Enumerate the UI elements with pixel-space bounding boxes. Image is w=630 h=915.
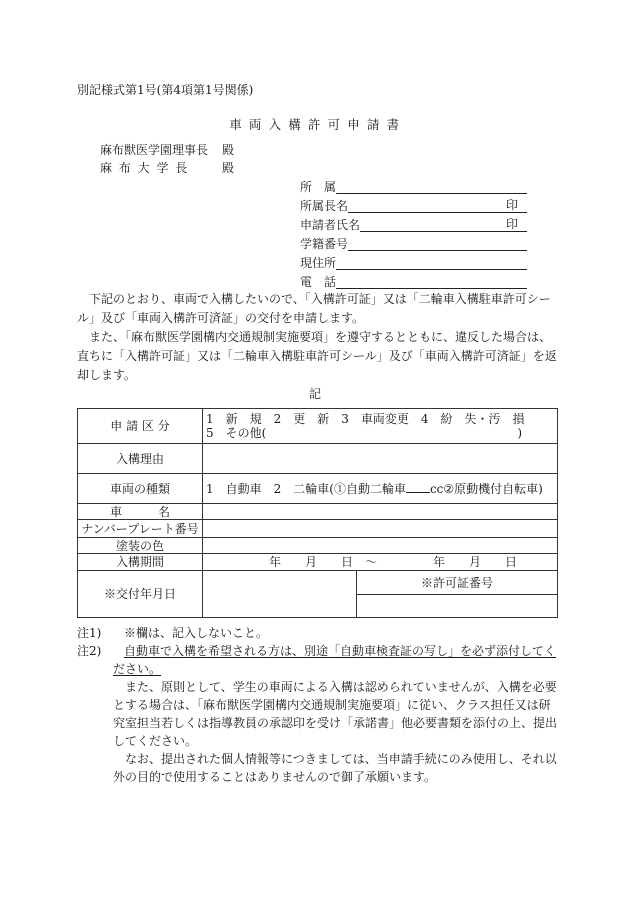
field-phone-blank [336,274,527,289]
field-phone [300,270,527,289]
applicant-fields [300,175,527,289]
issue-date-blank [203,571,357,618]
field-supervisor-name-label: 所属長名 [300,199,349,213]
reason-label: 入構理由 [78,444,203,474]
category-options: 1 新 規 2 更 新 3 車両変更 4 紛 失・汚 損 [206,412,525,426]
permit-number-blank [357,595,558,618]
field-student-id-blank [348,236,527,251]
field-student-id [300,232,527,251]
note2-line [77,642,567,660]
field-affiliation [300,175,527,194]
field-address-label: 現住所 [300,256,337,270]
field-applicant-name [300,213,527,232]
paint-color-label: 塗装の色 [78,538,203,554]
addressee-chairman: 麻布獣医学園理事長 [100,143,209,157]
field-affiliation-label: 所 属 [300,180,337,194]
field-address [300,251,527,270]
note2-text: ださい。 [113,662,162,676]
field-supervisor-name-blank [348,198,527,213]
permit-number-label: ※許可証番号 [357,571,558,595]
vehicle-type-label: 車両の種類 [78,474,203,504]
form-number: 別記様式第1号(第4項第1号関係) [77,83,254,97]
period-to: 年 月 日 [433,555,518,569]
field-applicant-name-label: 申請者氏名 [300,218,361,232]
paragraph1-line: 下記のとおり、車両で入構したいので、「入構許可証」又は「二輪車入構駐車許可シー [89,292,551,306]
note3-line: 究室担当若しくは指導教員の承認印を受け「承諾書」他必要書類を添付の上、提出 [113,716,558,730]
period-cell [203,554,558,571]
vehicle-name-label: 車 名 [78,504,203,520]
field-applicant-name-blank [360,217,527,232]
field-affiliation-blank [336,179,527,194]
row-paint-color [78,538,558,554]
note4-line: 外の目的で使用することはありませんので御了承願います。 [113,770,437,784]
period-label: 入構期間 [78,554,203,571]
applicant-seal-mark: 印 [505,217,518,231]
row-category [78,409,558,444]
addressee-chairman-honorific: 殿 [222,143,235,157]
row-issue [78,571,558,595]
vehicle-type-options [203,474,558,504]
note3-line: とする場合は、「麻布獣医学園構内交通規制実施要項」に従い、クラス担任又は研 [113,698,551,712]
note1-label: 注1) [77,626,102,640]
field-student-id-label: 学籍番号 [300,237,349,251]
plate-number-label: ナンバープレート番号 [78,520,203,538]
document-title: 車 両 入 構 許 可 申 請 書 [229,117,401,132]
period-from: 年 月 日 〜 [269,555,378,569]
note4-line: なお、提出された個人情報等につきましては、当申請手続にのみ使用し、それ以 [125,752,557,766]
notes [77,624,567,786]
category-options-cell [203,409,558,444]
row-reason [78,444,558,474]
row-vehicle-name [78,504,558,520]
vehicle-type-prefix: 1 自動車 2 二輪車(①自動二輪車 [206,482,406,496]
supervisor-seal-mark: 印 [505,198,518,212]
note2-line [77,660,567,678]
addressee-president-honorific: 殿 [222,161,235,175]
paragraph2-line: また、「麻布獣医学園構内交通規制実施要項」を遵守するとともに、違反した場合は、 [89,330,552,344]
note3-line: また、原則として、学生の車両による入構は認められていませんが、入構を必要 [125,680,557,694]
category-other-close: ) [517,426,522,440]
field-phone-label: 電 話 [300,275,337,289]
addressee-president: 麻 布 大 学 長 [100,161,189,175]
category-other-line [206,426,522,440]
note2-text: 自動車で入構を希望される方は、別途「自動車検査証の写し」を必ず添付してく [124,644,557,658]
reason-blank [203,444,558,474]
paragraph2-line: 却します。 [77,368,137,382]
application-table [77,408,558,618]
note2-label: 注2) [77,644,102,658]
body-text [77,290,559,385]
paint-color-blank [203,538,558,554]
note1-text: ※欄は、記入しないこと。 [124,626,269,640]
row-plate-number [78,520,558,538]
field-address-blank [336,255,527,270]
paragraph1-line: ル」及び「車両入構許可済証」の交付を申請します。 [77,311,365,325]
category-label: 申 請 区 分 [78,409,203,444]
paragraph2-line: 直ちに「入構許可証」又は「二輪車入構駐車許可シール」及び「車両入構許可済証」を返 [77,349,557,363]
vehicle-name-blank [203,504,558,520]
plate-number-blank [203,520,558,538]
category-other: 5 その他( [206,426,267,440]
note3-line: してください。 [113,734,198,748]
row-vehicle-type [78,474,558,504]
row-period [78,554,558,571]
vehicle-type-suffix: cc②原動機付自転車) [429,482,543,496]
record-heading: 記 [308,387,321,401]
issue-date-label: ※交付年月日 [78,571,203,618]
note1 [77,624,567,642]
field-supervisor-name [300,194,527,213]
engine-displacement-blank [406,481,430,493]
